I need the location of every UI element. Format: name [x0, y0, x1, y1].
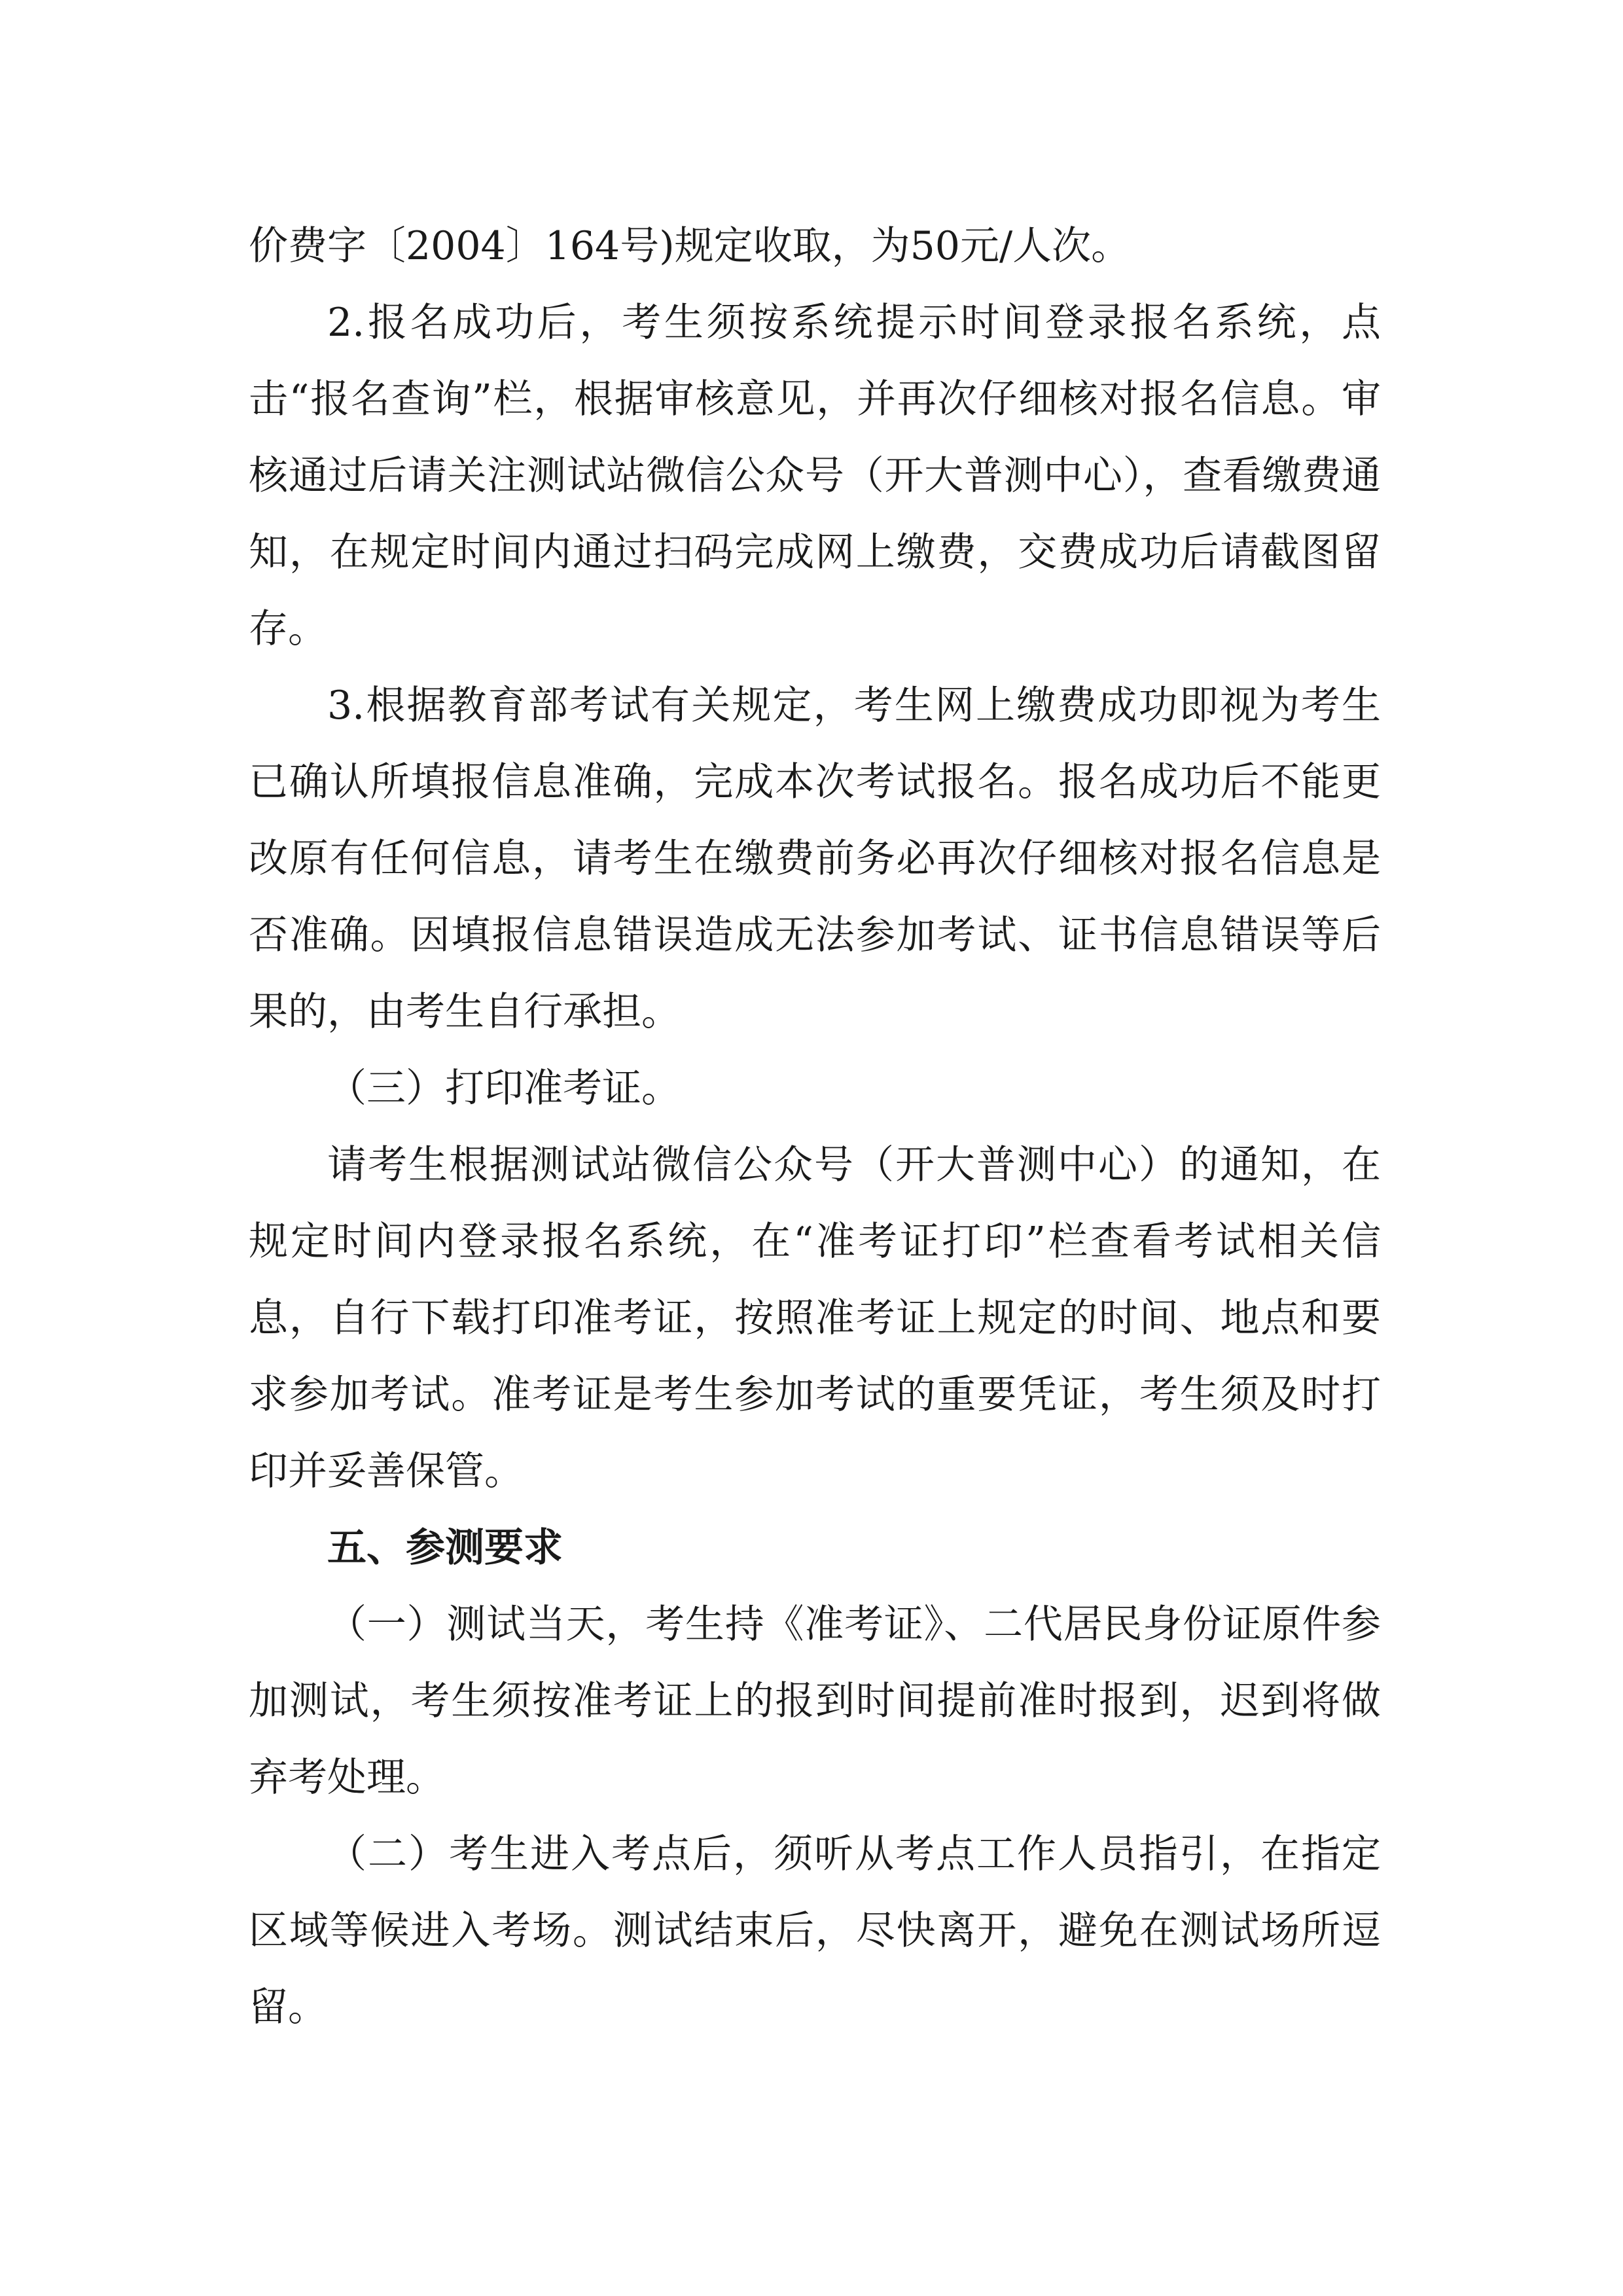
paragraph-venue-conduct: （二）考生进入考点后，须听从考点工作人员指引，在指定区域等候进入考场。测试结束后，尽快离开，避免在测试场所逗留。 [249, 1831, 1381, 2030]
document-body [249, 208, 1381, 2046]
paragraph-test-day: （一）测试当天，考生持《准考证》、二代居民身份证原件参加测试，考生须按准考证上的报到时间提前准时报到，迟到将做弃考处理。 [249, 1602, 1381, 1801]
section-heading-test-requirements: 五、参测要求 [327, 1525, 563, 1571]
paragraph-admission-ticket: 请考生根据测试站微信公众号（开大普测中心）的通知，在规定时间内登录报名系统，在“准考证打印”栏查看考试相关信息，自行下载打印准考证，按照准考证上规定的时间、地点和要求参加考试。准考证是考生参加考试的重要凭证，考生须及时打印并妥善保管。 [249, 1142, 1381, 1494]
paragraph-registration-success: 2.报名成功后，考生须按系统提示时间登录报名系统，点击“报名查询”栏，根据审核意见，并再次仔细核对报名信息。审核通过后请关注测试站微信公众号（开大普测中心），查看缴费通知，在规定时间内通过扫码完成网上缴费，交费成功后请截图留存。 [249, 300, 1381, 652]
paragraph-fee-continuation: 价费字〔2004〕164号)规定收取，为50元/人次。 [249, 223, 1131, 269]
paragraph-payment-confirmation: 3.根据教育部考试有关规定，考生网上缴费成功即视为考生已确认所填报信息准确，完成本次考试报名。报名成功后不能更改原有任何信息，请考生在缴费前务必再次仔细核对报名信息是否准确。因填报信息错误造成无法参加考试、证书信息错误等后果的，由考生自行承担。 [249, 683, 1381, 1035]
subheading-print-admission-ticket: （三）打印准考证。 [327, 1066, 681, 1111]
